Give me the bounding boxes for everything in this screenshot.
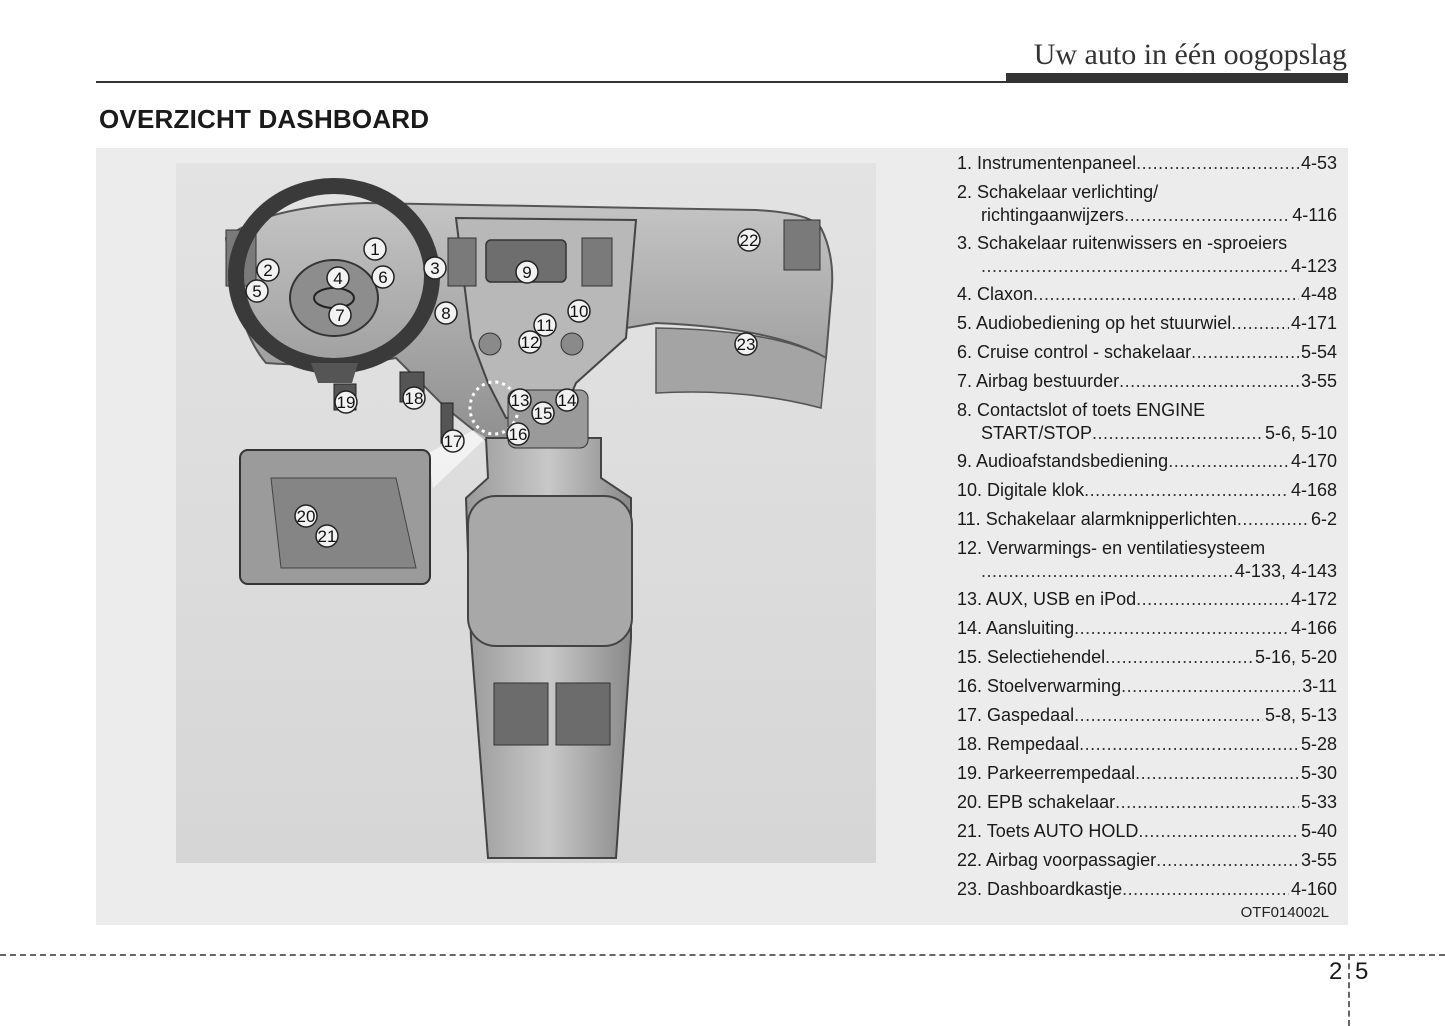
page-number: 5 — [1355, 958, 1369, 985]
legend-list — [957, 148, 1337, 925]
callout-19 — [335, 391, 357, 413]
callout-1 — [364, 238, 386, 260]
svg-text:14: 14 — [557, 391, 577, 410]
legend-item-14: 14. Aansluiting ..... 4-166 — [957, 617, 1337, 640]
section-title: OVERZICHT DASHBOARD — [99, 104, 430, 134]
legend-item-6: 6. Cruise control - schakelaar ..... 5-54 — [957, 341, 1337, 364]
dashboard-illustration — [96, 148, 946, 925]
callout-10 — [568, 300, 590, 322]
callout-15 — [532, 402, 554, 424]
legend-item-10: 10. Digitale klok ..... 4-168 — [957, 479, 1337, 502]
callout-22 — [738, 229, 760, 251]
legend-item-2: 2. Schakelaar verlichting/ richtingaanwijzers ..... 4-116 — [957, 181, 1337, 227]
armrest — [468, 496, 632, 646]
svg-text:1: 1 — [370, 240, 380, 259]
legend-item-11: 11. Schakelaar alarmknipperlichten ..... 6-2 — [957, 508, 1337, 531]
svg-text:11: 11 — [536, 316, 554, 335]
callout-4 — [327, 267, 349, 289]
svg-text:13: 13 — [510, 391, 530, 410]
svg-text:15: 15 — [533, 404, 553, 423]
svg-text:19: 19 — [336, 393, 356, 412]
illustration-panel — [96, 148, 1348, 925]
legend-item-23: 23. Dashboardkastje ..... 4-160 — [957, 878, 1337, 901]
header-rule-accent — [1006, 73, 1348, 83]
svg-text:4: 4 — [333, 269, 343, 288]
callout-12 — [519, 331, 541, 353]
legend-item-13: 13. AUX, USB en iPod ..... 4-172 — [957, 588, 1337, 611]
legend-item-16: 16. Stoelverwarming ..... 3-11 — [957, 675, 1337, 698]
footer-divider — [0, 954, 1445, 956]
legend-item-20: 20. EPB schakelaar ..... 5-33 — [957, 791, 1337, 814]
svg-text:18: 18 — [404, 389, 424, 408]
callout-9 — [516, 261, 538, 283]
callout-14 — [556, 389, 578, 411]
svg-text:22: 22 — [739, 231, 759, 250]
header-title: Uw auto in één oogopslag — [1033, 38, 1347, 71]
legend-item-21: 21. Toets AUTO HOLD ..... 5-40 — [957, 820, 1337, 843]
legend-item-15: 15. Selectiehendel ..... 5-16, 5-20 — [957, 646, 1337, 669]
climate-knob-right — [561, 333, 583, 355]
svg-text:23: 23 — [736, 335, 756, 354]
callout-5 — [246, 280, 268, 302]
svg-text:7: 7 — [335, 306, 345, 325]
rear-vent-left — [494, 683, 548, 745]
page-chapter-number: 2 — [1329, 958, 1343, 985]
svg-text:12: 12 — [520, 333, 540, 352]
callout-8 — [435, 302, 457, 324]
svg-text:2: 2 — [263, 261, 273, 280]
callout-21 — [316, 525, 338, 547]
legend-item-9: 9. Audioafstandsbediening ..... 4-170 — [957, 450, 1337, 473]
svg-text:8: 8 — [441, 304, 451, 323]
inset-detail-shapes — [271, 478, 416, 568]
callout-18 — [403, 387, 425, 409]
callout-2 — [257, 259, 279, 281]
side-vent-right — [784, 220, 820, 270]
legend-item-5: 5. Audiobediening op het stuurwiel ..... 4-171 — [957, 312, 1337, 335]
callout-7 — [329, 304, 351, 326]
svg-text:17: 17 — [443, 432, 463, 451]
legend-item-22: 22. Airbag voorpassagier ..... 3-55 — [957, 849, 1337, 872]
svg-text:9: 9 — [522, 263, 532, 282]
svg-text:21: 21 — [317, 527, 337, 546]
callout-13 — [509, 389, 531, 411]
legend-item-17: 17. Gaspedaal ..... 5-8, 5-13 — [957, 704, 1337, 727]
figure-code: OTF014002L — [1240, 904, 1329, 921]
legend-item-1: 1. Instrumentenpaneel ..... 4-53 — [957, 152, 1337, 175]
callout-23 — [735, 333, 757, 355]
legend-item-18: 18. Rempedaal ..... 5-28 — [957, 733, 1337, 756]
svg-text:10: 10 — [569, 302, 589, 321]
callout-16 — [507, 423, 529, 445]
rear-vent-right — [556, 683, 610, 745]
callout-20 — [295, 505, 317, 527]
legend-item-19: 19. Parkeerrempedaal ..... 5-30 — [957, 762, 1337, 785]
svg-text:20: 20 — [296, 507, 316, 526]
steering-column — [311, 363, 358, 383]
center-vent-left — [448, 238, 476, 286]
legend-item-12: 12. Verwarmings- en ventilatiesysteem ..... 4-133, 4-143 — [957, 537, 1337, 583]
legend-item-8: 8. Contactslot of toets ENGINE START/STOP ..... 5-6, 5-10 — [957, 399, 1337, 445]
callout-17 — [442, 430, 464, 452]
legend-item-4: 4. Claxon ..... 4-48 — [957, 283, 1337, 306]
legend-item-7: 7. Airbag bestuurder ..... 3-55 — [957, 370, 1337, 393]
climate-knob-left — [479, 333, 501, 355]
svg-text:5: 5 — [252, 282, 262, 301]
svg-text:6: 6 — [378, 268, 388, 287]
center-vent-right — [582, 238, 612, 286]
legend-item-3: 3. Schakelaar ruitenwissers en -sproeiers ..... 4-123 — [957, 232, 1337, 278]
footer-page-separator — [1348, 954, 1350, 1026]
callout-6 — [372, 266, 394, 288]
svg-text:16: 16 — [508, 425, 528, 444]
svg-text:3: 3 — [430, 259, 440, 278]
callout-3 — [424, 257, 446, 279]
